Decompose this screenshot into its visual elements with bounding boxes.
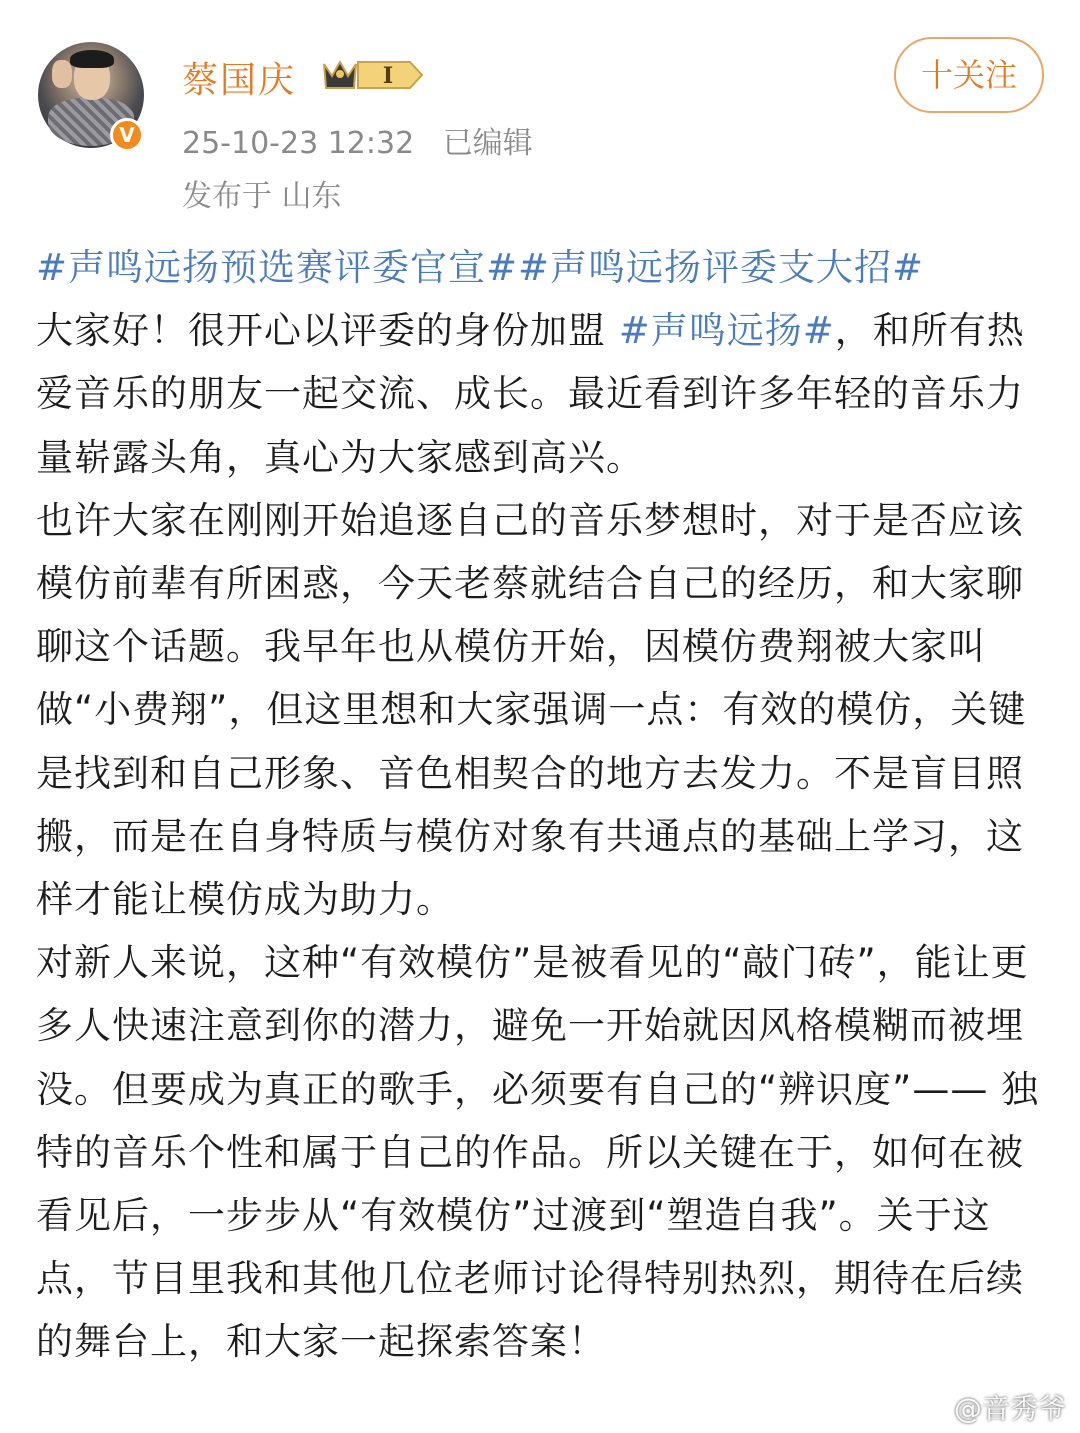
edited-label[interactable]: 已编辑: [442, 126, 533, 161]
avatar-hand: [52, 60, 72, 88]
author-name[interactable]: 蔡国庆: [182, 60, 297, 101]
avatar-hair: [70, 50, 114, 68]
post-location-row: [182, 171, 342, 215]
watermark-text: @音秀爷: [953, 1392, 1066, 1425]
post-header: [0, 0, 1080, 225]
post-meta-time-row: [182, 118, 533, 162]
level-text: I: [382, 63, 394, 89]
location-name: 山东: [281, 179, 342, 214]
follow-button[interactable]: 十关注: [894, 37, 1044, 113]
paragraph-2: 也许大家在刚刚开始追逐自己的音乐梦想时，对于是否应该模仿前辈有所困惑，今天老蔡就结合自己的经历，和大家聊聊这个话题。我早年也从模仿开始，因模仿费翔被大家叫做“小费翔”，但这里想和大家强调一点：有效的模仿，关键是找到和自己形象、音色相契合的地方去发力。不是盲目照搬，而是在自身特质与模仿对象有共通点的基础上学习，这样才能让模仿成为助力。: [36, 498, 1027, 922]
watermark: [917, 1387, 1066, 1427]
member-level-badge-icon[interactable]: [318, 56, 424, 94]
paragraph-1-text-b: ，和所有热爱音乐的朋友一起交流、成长。最近看到许多年轻的音乐力量崭露头角，真心为大家感到高兴。: [36, 309, 1025, 479]
hashtag-link[interactable]: #声鸣远扬预选赛评委官宣#: [36, 246, 519, 289]
weibo-icon: [917, 1399, 945, 1421]
location-prefix: 发布于: [182, 179, 272, 214]
paragraph-3: 对新人来说，这种“有效模仿”是被看见的“敲门砖”，能让更多人快速注意到你的潜力，避免一开始就因风格模糊而被埋没。但要成为真正的歌手，必须要有自己的“辨识度”—— 独特的音乐个性和属于自己的作品。所以关键在于，如何在被看见后，一步步从“有效模仿”过渡到“塑造自我”。关于这点，节目里我和其他几位老师讨论得特别热烈，期待在后续的舞台上，和大家一起探索答案！: [36, 941, 1040, 1364]
post-time: 25-10-23 12:32: [182, 126, 415, 161]
verified-badge-icon: V: [110, 118, 144, 152]
paragraph-1: [36, 299, 1046, 489]
hashtag-line: [36, 236, 1046, 299]
post-body: [36, 236, 1046, 1374]
hashtag-link[interactable]: #声鸣远扬评委支大招#: [518, 246, 925, 289]
hashtag-link[interactable]: #声鸣远扬#: [618, 309, 835, 353]
paragraph-1-text-a: 大家好！很开心以评委的身份加盟: [36, 309, 619, 353]
